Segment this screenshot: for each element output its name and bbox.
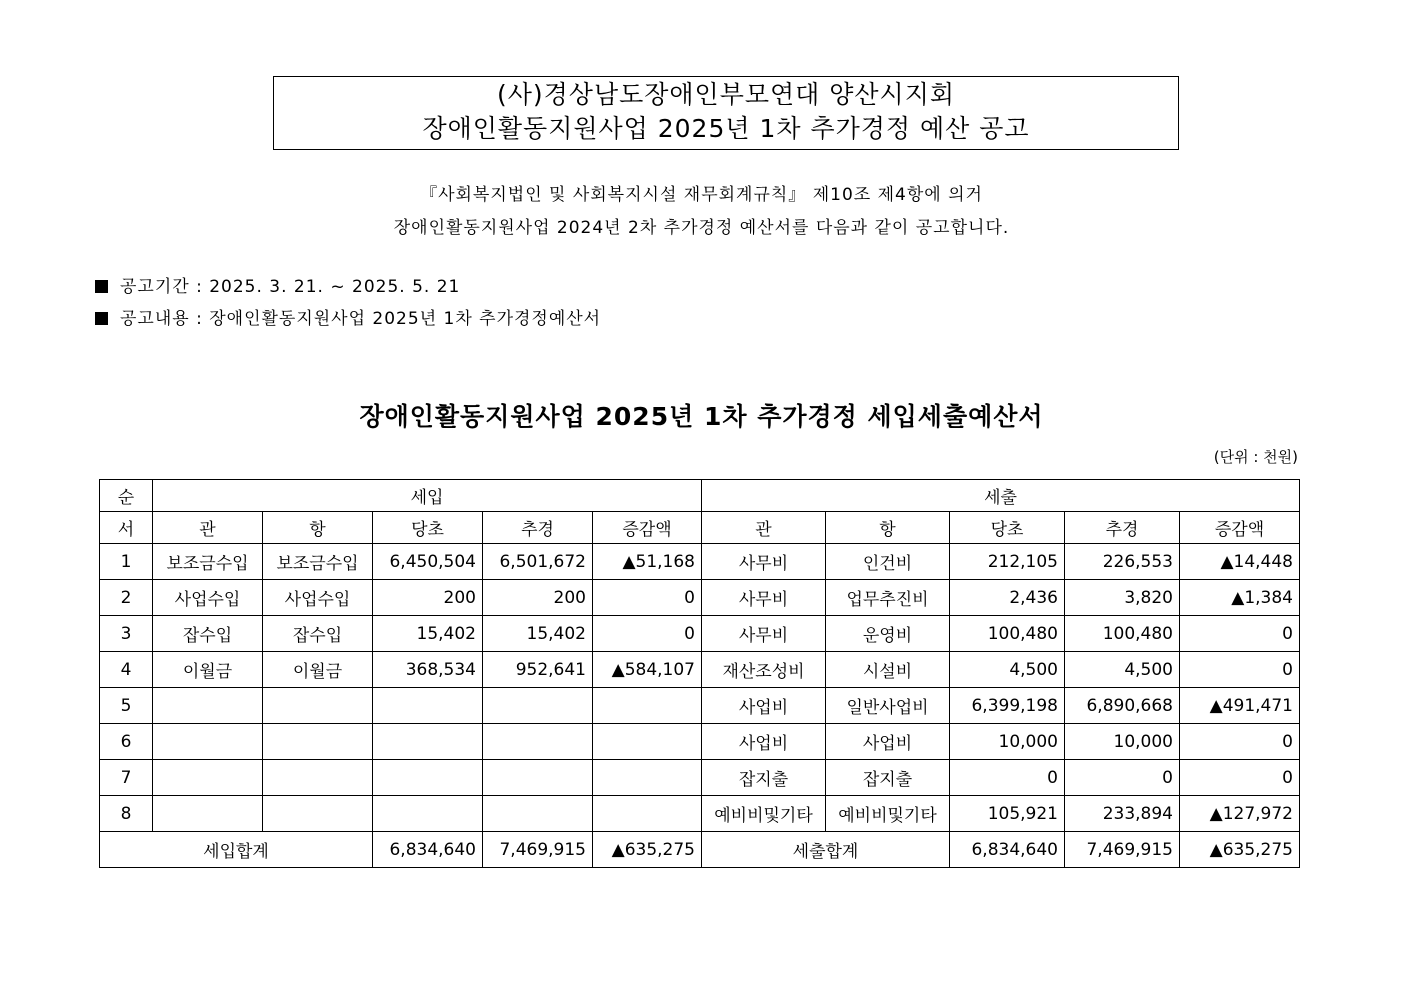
budget-title: 장애인활동지원사업 2025년 1차 추가경정 세입세출예산서 [359,402,1044,431]
revenue-original-cell [373,760,483,796]
expense-gwan-cell: 사무비 [702,616,826,652]
expense-hang-cell: 업무추진비 [826,580,950,616]
revenue-change-cell: 0 [593,580,702,616]
expense-gwan-cell: 사무비 [702,544,826,580]
expense-supplementary-cell: 100,480 [1065,616,1180,652]
expense-original-cell: 100,480 [950,616,1065,652]
revenue-hang-cell [263,688,373,724]
header-exp-hang: 항 [826,512,950,544]
expense-change-cell: 0 [1180,652,1300,688]
revenue-hang-cell: 이월금 [263,652,373,688]
expense-change-cell: ▲14,448 [1180,544,1300,580]
row-seq: 3 [100,616,153,652]
expense-hang-cell: 인건비 [826,544,950,580]
row-seq: 7 [100,760,153,796]
expense-hang-cell: 예비비및기타 [826,796,950,832]
header-expense: 세출 [702,480,1300,512]
revenue-supplementary-cell [483,796,593,832]
revenue-original-cell [373,724,483,760]
revenue-total-original: 6,834,640 [373,832,483,868]
expense-total-change: ▲635,275 [1180,832,1300,868]
table-row [100,760,1300,796]
notice-content [95,304,601,329]
expense-change-cell: ▲127,972 [1180,796,1300,832]
expense-original-cell: 212,105 [950,544,1065,580]
expense-total-original: 6,834,640 [950,832,1065,868]
totals-row [100,832,1300,868]
expense-original-cell: 4,500 [950,652,1065,688]
table-row [100,580,1300,616]
table-row [100,616,1300,652]
header-rev-supplementary: 추경 [483,512,593,544]
header-exp-change: 증감액 [1180,512,1300,544]
table-row [100,724,1300,760]
header-row-2 [100,512,1300,544]
title-notice: 장애인활동지원사업 2025년 1차 추가경정 예산 공고 [422,114,1030,143]
revenue-supplementary-cell [483,724,593,760]
row-seq: 1 [100,544,153,580]
revenue-total-label: 세입합계 [100,832,373,868]
expense-original-cell: 10,000 [950,724,1065,760]
row-seq: 8 [100,796,153,832]
header-rev-change: 증감액 [593,512,702,544]
revenue-gwan-cell [153,760,263,796]
revenue-gwan-cell [153,796,263,832]
revenue-hang-cell: 보조금수입 [263,544,373,580]
header-rev-gwan: 관 [153,512,263,544]
revenue-original-cell [373,796,483,832]
notice-period [95,272,460,297]
revenue-change-cell: ▲584,107 [593,652,702,688]
revenue-hang-cell [263,760,373,796]
expense-supplementary-cell: 10,000 [1065,724,1180,760]
expense-change-cell: ▲491,471 [1180,688,1300,724]
revenue-original-cell [373,688,483,724]
expense-gwan-cell: 잡지출 [702,760,826,796]
expense-supplementary-cell: 6,890,668 [1065,688,1180,724]
table-row [100,688,1300,724]
expense-supplementary-cell: 0 [1065,760,1180,796]
basis-line-1: 『사회복지법인 및 사회복지시설 재무회계규칙』 제10조 제4항에 의거 [420,185,983,205]
revenue-gwan-cell: 사업수입 [153,580,263,616]
table-row [100,796,1300,832]
revenue-supplementary-cell [483,760,593,796]
expense-change-cell: ▲1,384 [1180,580,1300,616]
revenue-supplementary-cell: 15,402 [483,616,593,652]
revenue-gwan-cell [153,688,263,724]
expense-gwan-cell: 사업비 [702,724,826,760]
expense-original-cell: 105,921 [950,796,1065,832]
header-rev-hang: 항 [263,512,373,544]
row-seq: 5 [100,688,153,724]
expense-supplementary-cell: 3,820 [1065,580,1180,616]
revenue-original-cell: 15,402 [373,616,483,652]
expense-supplementary-cell: 4,500 [1065,652,1180,688]
header-seq-top: 순 [100,480,153,512]
revenue-change-cell [593,688,702,724]
expense-original-cell: 2,436 [950,580,1065,616]
revenue-change-cell [593,724,702,760]
expense-gwan-cell: 예비비및기타 [702,796,826,832]
header-exp-original: 당초 [950,512,1065,544]
revenue-hang-cell: 잡수입 [263,616,373,652]
revenue-supplementary-cell: 952,641 [483,652,593,688]
notice-content-text: 공고내용 : 장애인활동지원사업 2025년 1차 추가경정예산서 [120,309,602,329]
expense-gwan-cell: 사무비 [702,580,826,616]
expense-change-cell: 0 [1180,760,1300,796]
header-revenue: 세입 [153,480,702,512]
expense-hang-cell: 사업비 [826,724,950,760]
expense-hang-cell: 잡지출 [826,760,950,796]
expense-original-cell: 6,399,198 [950,688,1065,724]
row-seq: 4 [100,652,153,688]
table-row [100,544,1300,580]
row-seq: 6 [100,724,153,760]
expense-supplementary-cell: 233,894 [1065,796,1180,832]
title-organization: (사)경상남도장애인부모연대 양산시지회 [496,80,955,109]
revenue-supplementary-cell [483,688,593,724]
basis-line-2: 장애인활동지원사업 2024년 2차 추가경정 예산서를 다음과 같이 공고합니다. [393,218,1010,238]
revenue-change-cell [593,796,702,832]
revenue-gwan-cell: 보조금수입 [153,544,263,580]
notice-title-box [273,76,1179,150]
row-seq: 2 [100,580,153,616]
revenue-supplementary-cell: 6,501,672 [483,544,593,580]
expense-hang-cell: 시설비 [826,652,950,688]
revenue-original-cell: 368,534 [373,652,483,688]
revenue-original-cell: 6,450,504 [373,544,483,580]
revenue-gwan-cell: 이월금 [153,652,263,688]
expense-gwan-cell: 사업비 [702,688,826,724]
revenue-total-change: ▲635,275 [593,832,702,868]
revenue-hang-cell [263,796,373,832]
square-bullet-icon [95,280,108,293]
header-row-1 [100,480,1300,512]
notice-period-text: 공고기간 : 2025. 3. 21. ~ 2025. 5. 21 [120,277,461,297]
header-rev-original: 당초 [373,512,483,544]
revenue-change-cell: ▲51,168 [593,544,702,580]
revenue-gwan-cell [153,724,263,760]
square-bullet-icon [95,312,108,325]
expense-change-cell: 0 [1180,724,1300,760]
header-exp-gwan: 관 [702,512,826,544]
revenue-hang-cell: 사업수입 [263,580,373,616]
revenue-supplementary-cell: 200 [483,580,593,616]
revenue-gwan-cell: 잡수입 [153,616,263,652]
revenue-change-cell [593,760,702,796]
expense-gwan-cell: 재산조성비 [702,652,826,688]
budget-table [99,479,1300,868]
header-exp-supplementary: 추경 [1065,512,1180,544]
revenue-change-cell: 0 [593,616,702,652]
expense-original-cell: 0 [950,760,1065,796]
revenue-total-supplementary: 7,469,915 [483,832,593,868]
expense-total-supplementary: 7,469,915 [1065,832,1180,868]
expense-change-cell: 0 [1180,616,1300,652]
expense-hang-cell: 일반사업비 [826,688,950,724]
expense-hang-cell: 운영비 [826,616,950,652]
header-seq-bottom: 서 [100,512,153,544]
revenue-original-cell: 200 [373,580,483,616]
revenue-hang-cell [263,724,373,760]
unit-label: (단위 : 천원) [1213,448,1298,466]
table-row [100,652,1300,688]
expense-supplementary-cell: 226,553 [1065,544,1180,580]
budget-body [100,544,1300,832]
expense-total-label: 세출합계 [702,832,950,868]
